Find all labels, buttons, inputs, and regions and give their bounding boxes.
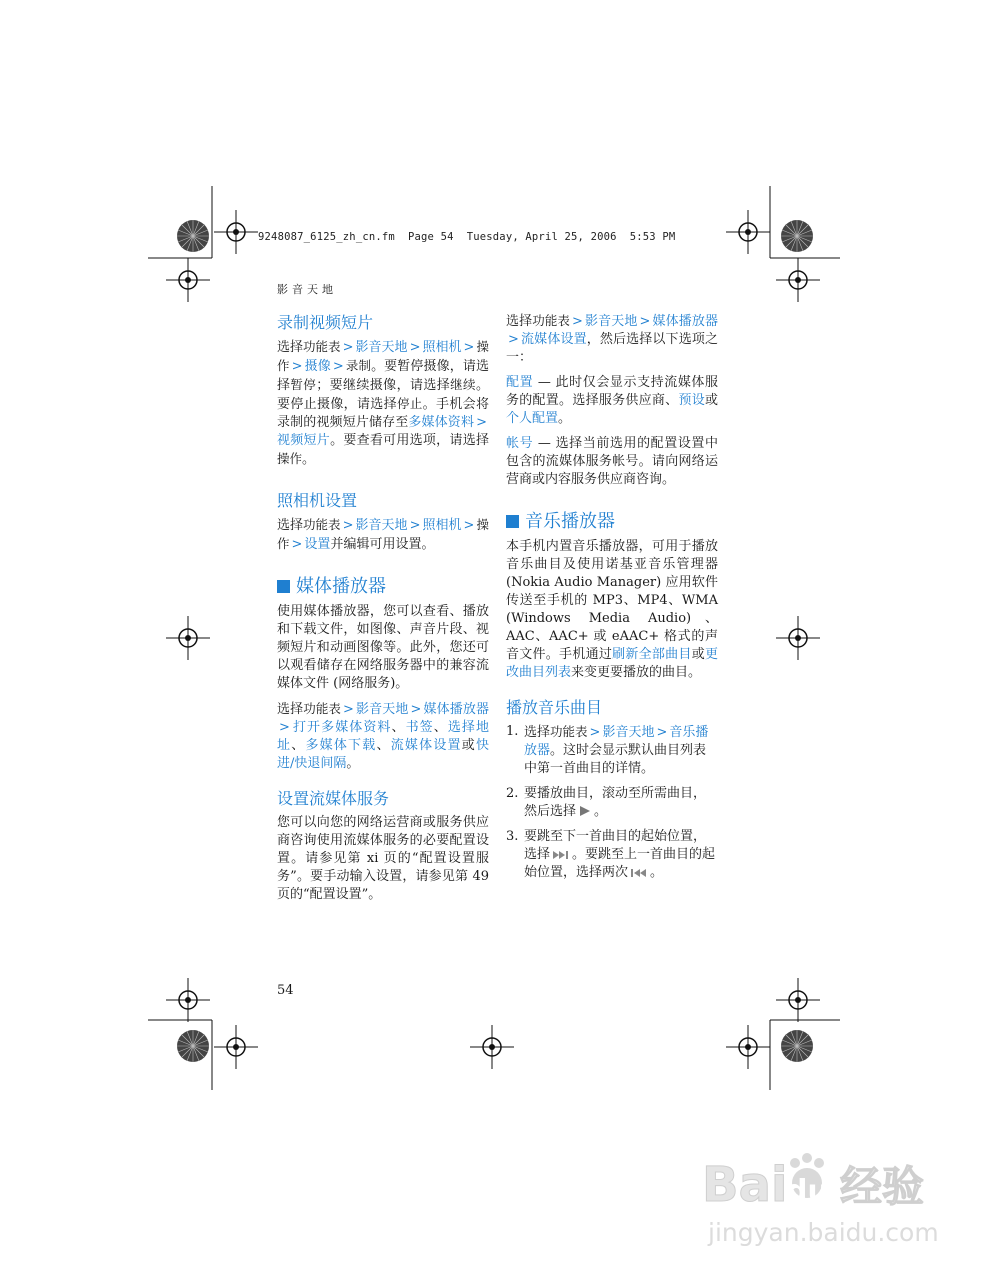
section-square-icon: [506, 515, 519, 528]
next-track-icon: [552, 850, 570, 860]
camera-settings-text: 选择功能表 > 影音天地 > 照相机 > 操作 > 设置并编辑可用设置。: [277, 517, 489, 552]
file-header: 9248087_6125_zh_cn.fm Page 54 Tuesday, April 25, 2006 5:53 PM: [258, 231, 676, 243]
section-square-icon: [277, 580, 290, 593]
music-player-text: 本手机内置音乐播放器，可用于播放音乐曲目及使用诺基亚音乐管理器 (Nokia Audio Manager) 应用软件传送至手机的 MP3、MP4、WMA (Windows Media Audio)、AAC、AAC+ 或 eAAC+ 格式的声音文件。手机通过刷新全部曲目或更改曲目列表来变更要播放的曲目。: [506, 539, 718, 680]
stream-service-text: 您可以向您的网络运营商或服务供应商咨询使用流媒体服务的必要配置设置。请参见第 xi 页的“配置设置服务”。要手动输入设置，请参见第 49 页的“配置设置”。: [277, 815, 489, 902]
right-column: [506, 312, 718, 889]
svg-text:du: du: [786, 1174, 829, 1209]
play-tracks-title: 播放音乐曲目: [506, 698, 603, 717]
account-option-text: 帐号 — 选择当前选用的配置设置中包含的流媒体服务帐号。请向网络运营商或内容服务供应商咨询。: [506, 436, 718, 487]
list-item: 2. 要播放曲目，滚动至所需曲目，然后选择 。: [506, 786, 707, 819]
record-video-title: 录制视频短片: [277, 313, 374, 332]
page-number: 54: [277, 983, 294, 998]
stream-settings-text: 选择功能表 > 影音天地 > 媒体播放器> 流媒体设置，然后选择以下选项之一：: [506, 313, 718, 365]
previous-track-icon: [630, 868, 648, 878]
list-item: 1. 选择功能表 > 影音天地 > 音乐播放器。这时会显示默认曲目列表中第一首曲目的详情。: [506, 724, 709, 776]
play-steps-list: [506, 723, 718, 882]
music-player-title: 音乐播放器: [506, 510, 718, 534]
svg-text:Bai: Bai: [702, 1157, 788, 1213]
section-tag: 影音天地: [277, 283, 337, 296]
play-icon: [578, 805, 592, 817]
svg-text:jingyan.baidu.com: jingyan.baidu.com: [708, 1218, 939, 1247]
list-item: 3. 要跳至下一首曲目的起始位置，选择 。要跳至上一首曲目的起始位置，选择两次 。: [506, 829, 716, 880]
camera-settings-title: 照相机设置: [277, 491, 358, 510]
config-option-text: 配置 — 此时仅会显示支持流媒体服务的配置。选择服务供应商、预设或个人配置。: [506, 375, 718, 426]
media-player-intro: 使用媒体播放器，您可以查看、播放和下载文件，如图像、声音片段、视频短片和动画图像等。此外，您还可以观看储存在网络服务器中的兼容流媒体文件 (网络服务)。: [277, 604, 489, 691]
record-video-text: 选择功能表 > 影音天地 > 照相机 > 操作 > 摄像 > 录制。要暂停摄像，请选择暂停；要继续摄像，请选择继续。要停止摄像，请选择停止。手机会将录制的视频短片储存至多媒体资料 >视频短片。要查看可用选项，请选择操作。: [277, 339, 489, 467]
baidu-jingyan-watermark: [700, 1143, 960, 1253]
media-player-title: 媒体播放器: [277, 575, 489, 599]
left-column: [277, 312, 489, 911]
stream-service-title: 设置流媒体服务: [277, 789, 390, 808]
svg-text:经验: 经验: [840, 1162, 925, 1211]
media-player-menu-text: 选择功能表 > 影音天地 > 媒体播放器> 打开多媒体资料、书签、选择地址、多媒体下载、流媒体设置或快进/快退间隔。: [277, 701, 489, 771]
